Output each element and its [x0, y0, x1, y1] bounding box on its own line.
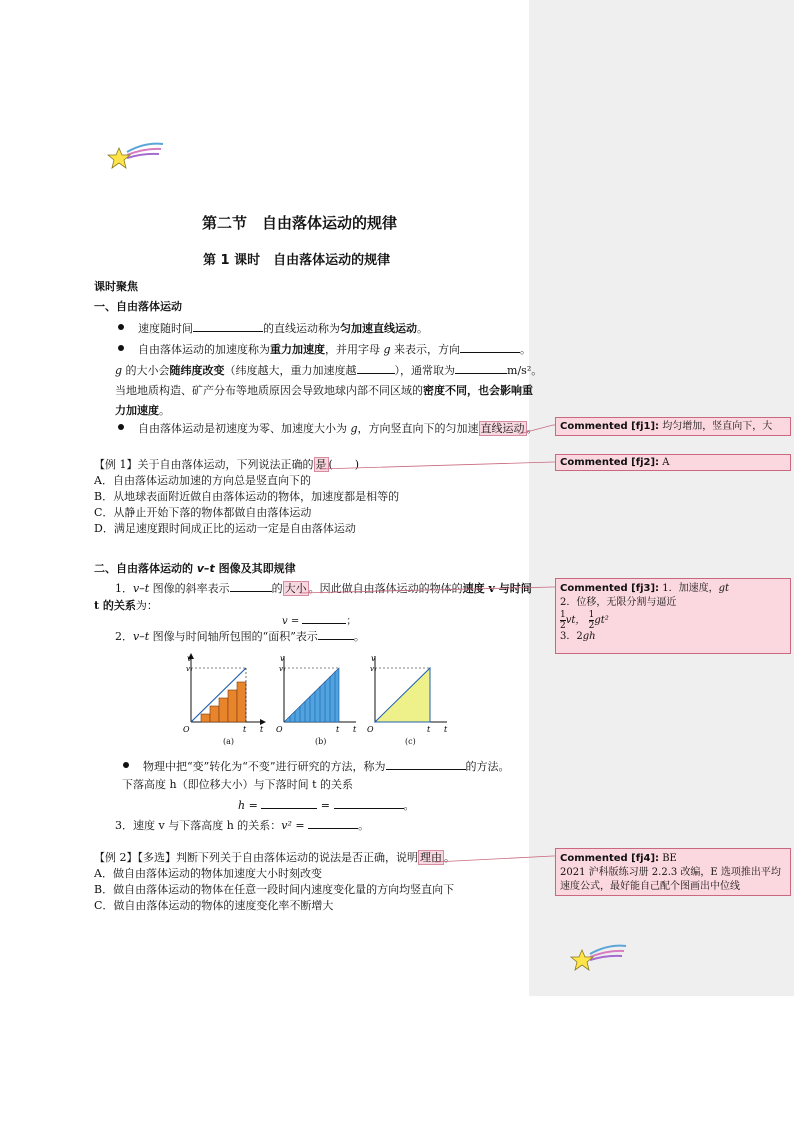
frac-den: 2 — [560, 621, 566, 631]
example1-option: B．从地球表面附近做自由落体运动的物体，加速度都是相等的 — [94, 490, 400, 503]
comment-anchor-fj4[interactable]: 理由 — [420, 851, 442, 864]
symbol-vt: v–t — [196, 562, 215, 575]
formula-text: h = — [238, 799, 262, 812]
text: 来表示，方向 — [390, 343, 461, 356]
text: 。 — [358, 819, 370, 832]
text: 1． — [115, 582, 133, 595]
text: ； — [346, 616, 357, 627]
axis-label: v — [280, 654, 285, 663]
frac-den: 2 — [588, 621, 595, 631]
axis-label: t — [243, 725, 247, 734]
example2-option: A．做自由落体运动的物体加速度大小时刻改变 — [94, 867, 322, 880]
text: 。 — [520, 343, 532, 356]
text: 的直线运动称为 — [263, 322, 340, 335]
axis-label: t — [444, 725, 448, 734]
comment-fj3[interactable] — [555, 578, 791, 654]
bold-text: 匀加速直线运动 — [340, 322, 417, 335]
comment-text: gh — [582, 631, 596, 642]
part2-line4: 下落高度 h（即位移大小）与下落时间 t 的关系 — [122, 778, 353, 791]
text: ），通常取为 — [394, 364, 456, 377]
example1-option: A．自由落体运动加速的方向总是竖直向下的 — [94, 474, 311, 487]
text: 为： — [135, 599, 158, 612]
axis-label: O — [183, 725, 190, 734]
bold-text: 重力加速度 — [270, 343, 325, 356]
text: 3．速度 v 与下落高度 h 的关系： — [115, 819, 282, 832]
text: 速度随时间 — [138, 322, 193, 335]
bold-text: t 的关系 — [94, 599, 136, 612]
text: 图像及其即规律 — [214, 562, 296, 575]
text: 。 — [444, 851, 455, 864]
comment-text: 3．2 — [560, 631, 583, 642]
text: 的大小会 — [122, 364, 170, 377]
comment-fj4[interactable] — [555, 848, 791, 896]
graph-caption: (b) — [315, 737, 327, 746]
comment-text: A — [659, 457, 670, 468]
text: = — [317, 799, 334, 812]
axis-label: v₁ — [370, 665, 377, 673]
example2-option: B．做自由落体运动的物体在任意一段时间内速度变化量的方向均竖直向下 — [94, 883, 455, 896]
example1-option: C．从静止开始下落的物体都做自由落体运动 — [94, 506, 312, 519]
frac-num: 1 — [588, 610, 595, 620]
text: 【例 2】【多选】判断下列关于自由落体运动的说法是否正确，说明 — [94, 851, 418, 864]
text: 。 — [403, 799, 415, 812]
axis-label: v — [187, 654, 192, 663]
text: （纬度越大，重力加速度越 — [224, 364, 357, 377]
text: 的方法。 — [465, 760, 510, 773]
text: 2． — [115, 630, 133, 643]
bold-text: 力加速度 — [115, 404, 159, 417]
text: 当地地质构造、矿产分布等地质原因会导致地球内部不同区域的 — [115, 384, 423, 397]
axis-label: t — [427, 725, 431, 734]
symbol-g: g — [383, 343, 391, 356]
text: 物理中把“变”转化为“不变”进行研究的方法，称为 — [143, 760, 386, 773]
comment-text: vt， — [565, 615, 586, 626]
symbol-vt: v–t — [133, 582, 150, 595]
text: 自由落体运动是初速度为零、加速度大小为 — [138, 422, 351, 435]
example1-option: D．满足速度跟时间成正比的运动一定是自由落体运动 — [94, 522, 356, 535]
graph-caption: (a) — [223, 737, 235, 746]
text: 。 — [526, 422, 538, 435]
example2-option: C．做自由落体运动的物体的速度变化率不断增大 — [94, 899, 334, 912]
comment-anchor-fj2[interactable]: 是 — [315, 458, 327, 471]
symbol-vt: v–t — [133, 630, 150, 643]
symbol-g: g — [115, 364, 123, 377]
text: 图像的斜率表示 — [149, 582, 230, 595]
comment-anchor-fj3[interactable]: 大小 — [284, 582, 307, 595]
page-subtitle: 第 1 课时 自由落体运动的规律 — [203, 253, 391, 268]
text: 。 — [353, 630, 365, 643]
formula-text: v = — [282, 616, 303, 627]
formula-text: v² = — [281, 819, 309, 832]
comment-formula — [560, 610, 786, 630]
bold-text: 速度 v 与时间 — [462, 582, 532, 595]
comment-text: 均匀增加，竖直向下，大 — [659, 421, 773, 432]
text: ，方向竖直向下的匀加速 — [357, 422, 479, 435]
text: 【例 1】关于自由落体运动，下列说法正确的 — [94, 458, 314, 471]
axis-label: t — [260, 725, 264, 734]
text: 二、自由落体运动的 — [94, 562, 197, 575]
part1-heading: 一、自由落体运动 — [94, 300, 182, 313]
bold-text: 密度不同，也会影响重 — [423, 384, 533, 397]
comment-text: 速度公式，最好能自己配个图画出中位线 — [560, 881, 740, 892]
axis-label: v₁ — [279, 665, 286, 673]
axis-label: O — [276, 725, 283, 734]
comment-text: 2021 沪科版练习册 2.2.3 改编，E 选项推出平均 — [560, 867, 781, 878]
axis-label: v — [371, 654, 376, 663]
text: 。因此做自由落体运动的物体的 — [308, 582, 463, 595]
comment-text: BE — [659, 853, 677, 864]
comment-label: Commented [fj2]: — [560, 457, 660, 468]
comment-anchor-fj1[interactable]: 直线运动 — [480, 422, 525, 435]
text: 。 — [417, 322, 428, 335]
text: 自由落体运动的加速度称为 — [138, 343, 270, 356]
comment-fj1[interactable] — [555, 417, 791, 436]
axis-label: t — [336, 725, 340, 734]
page-title: 第二节 自由落体运动的规律 — [202, 214, 398, 232]
text: 图像与时间轴所包围的“面积”表示 — [149, 630, 318, 643]
comment-label: Commented [fj3]: — [560, 583, 660, 594]
section-focus: 课时聚焦 — [94, 280, 138, 293]
comment-label: Commented [fj1]: — [560, 421, 660, 432]
text: 的 — [271, 582, 283, 595]
text: ( ) — [328, 458, 360, 471]
comment-text: gt — [718, 583, 729, 594]
axis-label: O — [367, 725, 374, 734]
text: ，并用字母 — [325, 343, 384, 356]
text: m/s²。 — [507, 364, 543, 377]
axis-label: t — [353, 725, 357, 734]
text: 。 — [159, 404, 170, 417]
frac-num: 1 — [560, 610, 566, 620]
comment-text: 2．位移，无限分割与逼近 — [560, 597, 677, 608]
axis-label: v₁ — [186, 665, 193, 673]
comment-fj2[interactable] — [555, 454, 791, 471]
comment-text: 1．加速度， — [659, 583, 719, 594]
bold-text: 随纬度改变 — [169, 364, 225, 377]
comment-label: Commented [fj4]: — [560, 853, 660, 864]
comment-text: gt² — [594, 615, 609, 626]
symbol-g: g — [350, 422, 358, 435]
graph-caption: (c) — [405, 737, 416, 746]
